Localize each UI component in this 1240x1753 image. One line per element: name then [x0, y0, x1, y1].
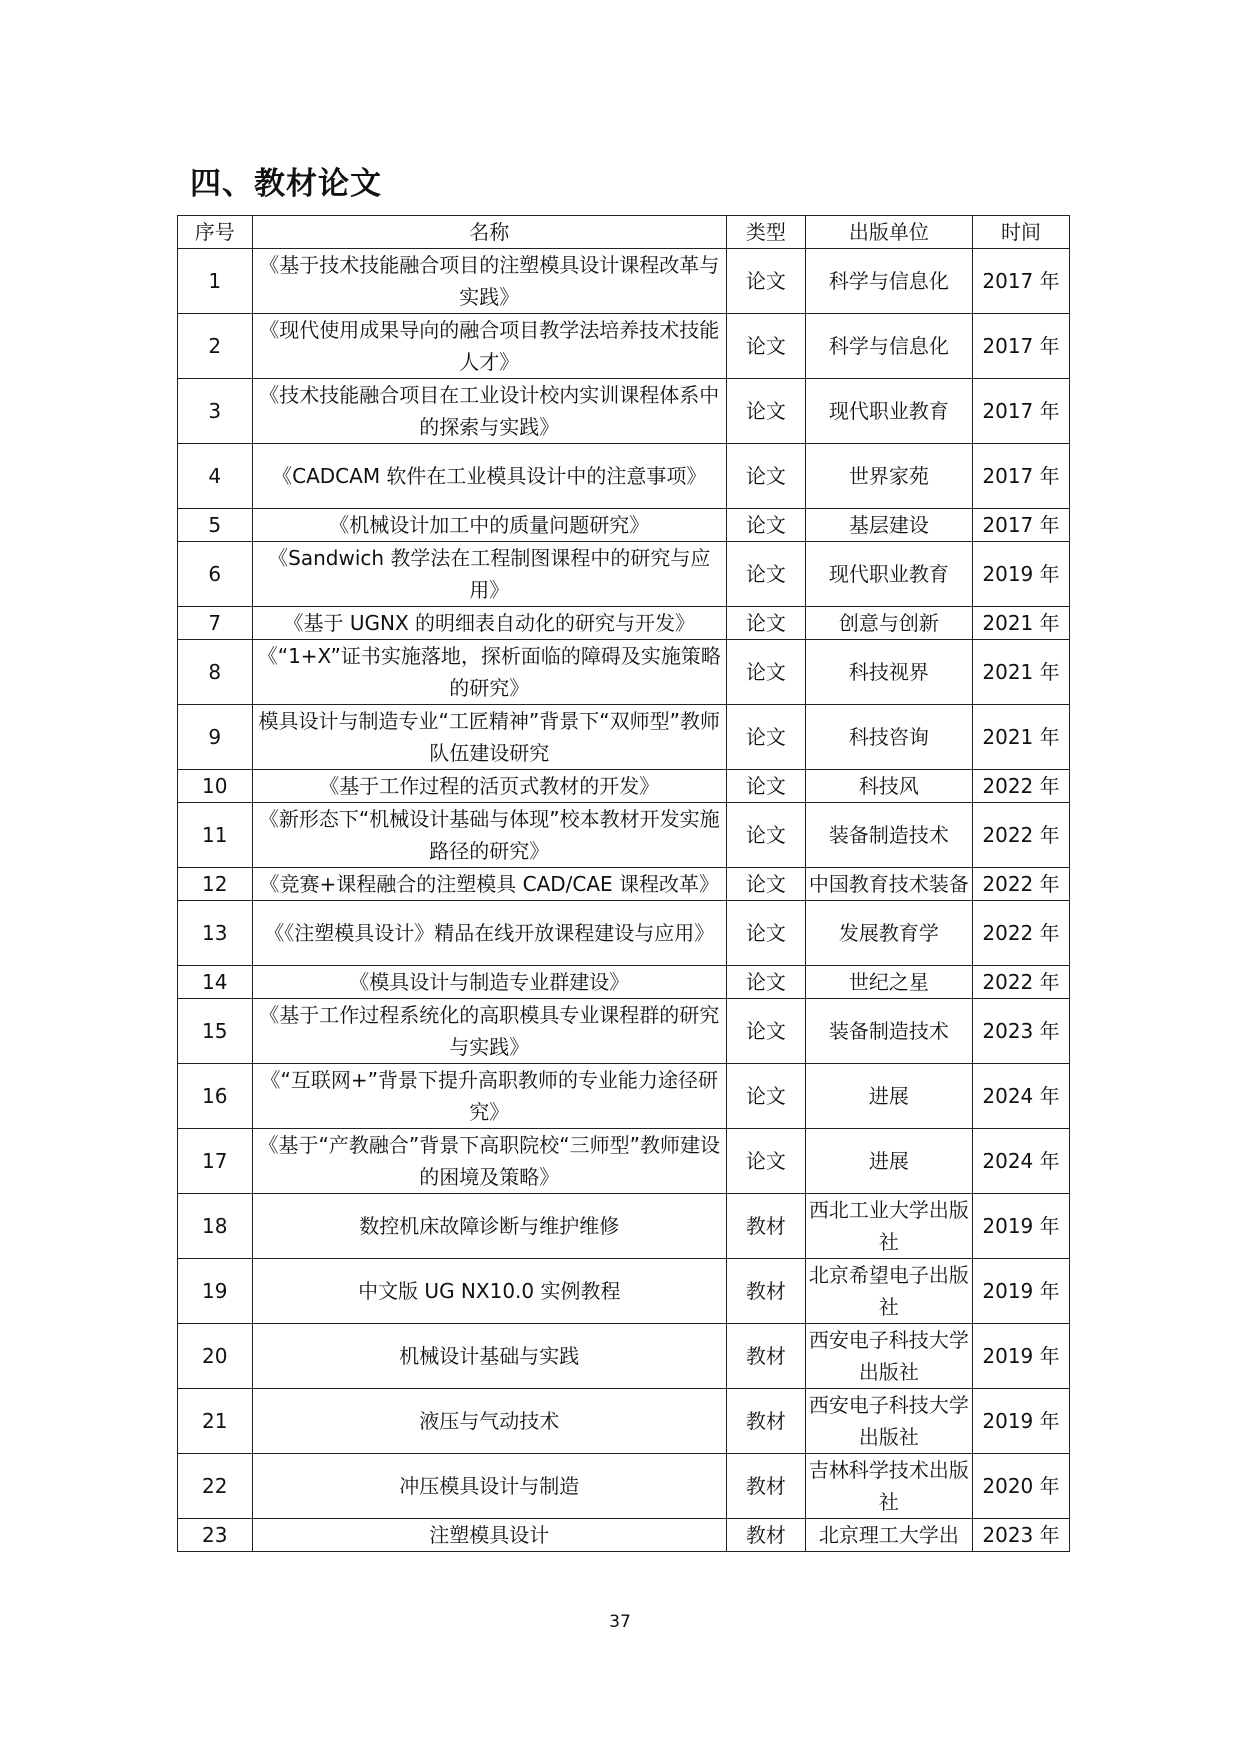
table-row — [178, 640, 1070, 705]
table-row — [178, 1129, 1070, 1194]
cell-no: 4 — [178, 444, 253, 509]
cell-type: 教材 — [727, 1194, 806, 1259]
cell-no: 7 — [178, 607, 253, 640]
cell-year: 2023 年 — [973, 1519, 1070, 1552]
table-row — [178, 607, 1070, 640]
cell-name: 《《注塑模具设计》精品在线开放课程建设与应用》 — [252, 901, 727, 966]
table-row — [178, 705, 1070, 770]
cell-publisher: 科技咨询 — [805, 705, 972, 770]
cell-no: 20 — [178, 1324, 253, 1389]
cell-publisher: 科学与信息化 — [805, 314, 972, 379]
cell-no: 5 — [178, 509, 253, 542]
cell-year: 2021 年 — [973, 607, 1070, 640]
cell-no: 3 — [178, 379, 253, 444]
table-row — [178, 1324, 1070, 1389]
cell-type: 教材 — [727, 1454, 806, 1519]
cell-type: 论文 — [727, 249, 806, 314]
cell-type: 论文 — [727, 901, 806, 966]
cell-publisher: 中国教育技术装备 — [805, 868, 972, 901]
cell-name: 《CADCAM 软件在工业模具设计中的注意事项》 — [252, 444, 727, 509]
cell-year: 2022 年 — [973, 868, 1070, 901]
table-row — [178, 249, 1070, 314]
table-row — [178, 314, 1070, 379]
cell-publisher: 北京希望电子出版社 — [805, 1259, 972, 1324]
cell-year: 2019 年 — [973, 1259, 1070, 1324]
cell-type: 教材 — [727, 1324, 806, 1389]
cell-name: 中文版 UG NX10.0 实例教程 — [252, 1259, 727, 1324]
table-row — [178, 1389, 1070, 1454]
cell-year: 2019 年 — [973, 542, 1070, 607]
cell-no: 9 — [178, 705, 253, 770]
cell-type: 教材 — [727, 1389, 806, 1454]
cell-name: 模具设计与制造专业“工匠精神”背景下“双师型”教师队伍建设研究 — [252, 705, 727, 770]
cell-year: 2020 年 — [973, 1454, 1070, 1519]
cell-name: 《现代使用成果导向的融合项目教学法培养技术技能人才》 — [252, 314, 727, 379]
cell-year: 2024 年 — [973, 1064, 1070, 1129]
cell-publisher: 北京理工大学出 — [805, 1519, 972, 1552]
table-row — [178, 999, 1070, 1064]
table-row — [178, 1454, 1070, 1519]
cell-year: 2022 年 — [973, 901, 1070, 966]
cell-name: 机械设计基础与实践 — [252, 1324, 727, 1389]
cell-year: 2024 年 — [973, 1129, 1070, 1194]
cell-type: 论文 — [727, 868, 806, 901]
cell-year: 2017 年 — [973, 509, 1070, 542]
cell-type: 论文 — [727, 542, 806, 607]
cell-no: 11 — [178, 803, 253, 868]
cell-year: 2019 年 — [973, 1194, 1070, 1259]
cell-publisher: 世纪之星 — [805, 966, 972, 999]
cell-no: 19 — [178, 1259, 253, 1324]
cell-year: 2019 年 — [973, 1324, 1070, 1389]
cell-type: 教材 — [727, 1259, 806, 1324]
cell-year: 2022 年 — [973, 770, 1070, 803]
table-row — [178, 379, 1070, 444]
cell-publisher: 发展教育学 — [805, 901, 972, 966]
header-year: 时间 — [973, 216, 1070, 249]
cell-type: 论文 — [727, 314, 806, 379]
cell-name: 数控机床故障诊断与维护维修 — [252, 1194, 727, 1259]
cell-type: 教材 — [727, 1519, 806, 1552]
cell-publisher: 科学与信息化 — [805, 249, 972, 314]
cell-type: 论文 — [727, 999, 806, 1064]
cell-year: 2023 年 — [973, 999, 1070, 1064]
cell-publisher: 西安电子科技大学出版社 — [805, 1389, 972, 1454]
cell-no: 1 — [178, 249, 253, 314]
table-row — [178, 1259, 1070, 1324]
header-type: 类型 — [727, 216, 806, 249]
cell-no: 21 — [178, 1389, 253, 1454]
publications-table — [177, 215, 1070, 1552]
header-no: 序号 — [178, 216, 253, 249]
cell-no: 2 — [178, 314, 253, 379]
cell-no: 14 — [178, 966, 253, 999]
table-row — [178, 509, 1070, 542]
table-row — [178, 542, 1070, 607]
cell-name: 《模具设计与制造专业群建设》 — [252, 966, 727, 999]
cell-type: 论文 — [727, 966, 806, 999]
cell-name: 冲压模具设计与制造 — [252, 1454, 727, 1519]
cell-type: 论文 — [727, 607, 806, 640]
cell-publisher: 现代职业教育 — [805, 379, 972, 444]
cell-type: 论文 — [727, 379, 806, 444]
cell-name: 《技术技能融合项目在工业设计校内实训课程体系中的探索与实践》 — [252, 379, 727, 444]
cell-year: 2022 年 — [973, 803, 1070, 868]
header-name: 名称 — [252, 216, 727, 249]
cell-year: 2021 年 — [973, 705, 1070, 770]
cell-publisher: 西安电子科技大学出版社 — [805, 1324, 972, 1389]
cell-name: 《基于技术技能融合项目的注塑模具设计课程改革与实践》 — [252, 249, 727, 314]
table-row — [178, 966, 1070, 999]
cell-no: 8 — [178, 640, 253, 705]
cell-name: 《Sandwich 教学法在工程制图课程中的研究与应用》 — [252, 542, 727, 607]
section-title: 四、教材论文 — [190, 166, 382, 202]
table-row — [178, 901, 1070, 966]
cell-no: 12 — [178, 868, 253, 901]
cell-no: 17 — [178, 1129, 253, 1194]
cell-publisher: 科技风 — [805, 770, 972, 803]
cell-no: 13 — [178, 901, 253, 966]
cell-publisher: 创意与创新 — [805, 607, 972, 640]
cell-type: 论文 — [727, 770, 806, 803]
table-row — [178, 1064, 1070, 1129]
page-number: 37 — [609, 1612, 631, 1632]
table-row — [178, 770, 1070, 803]
cell-type: 论文 — [727, 1064, 806, 1129]
cell-type: 论文 — [727, 1129, 806, 1194]
header-publisher: 出版单位 — [805, 216, 972, 249]
cell-name: 《基于工作过程系统化的高职模具专业课程群的研究与实践》 — [252, 999, 727, 1064]
cell-no: 18 — [178, 1194, 253, 1259]
cell-year: 2017 年 — [973, 249, 1070, 314]
cell-name: 《基于 UGNX 的明细表自动化的研究与开发》 — [252, 607, 727, 640]
table-row — [178, 1519, 1070, 1552]
cell-no: 15 — [178, 999, 253, 1064]
cell-year: 2017 年 — [973, 379, 1070, 444]
table-header-row — [178, 216, 1070, 249]
cell-year: 2019 年 — [973, 1389, 1070, 1454]
cell-publisher: 装备制造技术 — [805, 803, 972, 868]
cell-name: 《竞赛+课程融合的注塑模具 CAD/CAE 课程改革》 — [252, 868, 727, 901]
cell-publisher: 科技视界 — [805, 640, 972, 705]
cell-publisher: 进展 — [805, 1129, 972, 1194]
cell-type: 论文 — [727, 509, 806, 542]
cell-type: 论文 — [727, 444, 806, 509]
cell-no: 22 — [178, 1454, 253, 1519]
cell-name: 《机械设计加工中的质量问题研究》 — [252, 509, 727, 542]
cell-publisher: 吉林科学技术出版社 — [805, 1454, 972, 1519]
table-row — [178, 803, 1070, 868]
cell-type: 论文 — [727, 705, 806, 770]
cell-publisher: 西北工业大学出版社 — [805, 1194, 972, 1259]
cell-publisher: 装备制造技术 — [805, 999, 972, 1064]
cell-name: 《“1+X”证书实施落地，探析面临的障碍及实施策略的研究》 — [252, 640, 727, 705]
cell-name: 《“互联网+”背景下提升高职教师的专业能力途径研究》 — [252, 1064, 727, 1129]
table-row — [178, 444, 1070, 509]
cell-year: 2021 年 — [973, 640, 1070, 705]
cell-publisher: 基层建设 — [805, 509, 972, 542]
cell-name: 《基于工作过程的活页式教材的开发》 — [252, 770, 727, 803]
cell-year: 2017 年 — [973, 444, 1070, 509]
cell-year: 2017 年 — [973, 314, 1070, 379]
cell-publisher: 现代职业教育 — [805, 542, 972, 607]
cell-publisher: 进展 — [805, 1064, 972, 1129]
cell-no: 6 — [178, 542, 253, 607]
cell-type: 论文 — [727, 640, 806, 705]
table-row — [178, 1194, 1070, 1259]
cell-type: 论文 — [727, 803, 806, 868]
cell-name: 注塑模具设计 — [252, 1519, 727, 1552]
cell-publisher: 世界家苑 — [805, 444, 972, 509]
cell-no: 23 — [178, 1519, 253, 1552]
cell-name: 液压与气动技术 — [252, 1389, 727, 1454]
table-row — [178, 868, 1070, 901]
cell-name: 《新形态下“机械设计基础与体现”校本教材开发实施路径的研究》 — [252, 803, 727, 868]
cell-no: 16 — [178, 1064, 253, 1129]
cell-no: 10 — [178, 770, 253, 803]
cell-name: 《基于“产教融合”背景下高职院校“三师型”教师建设的困境及策略》 — [252, 1129, 727, 1194]
cell-year: 2022 年 — [973, 966, 1070, 999]
